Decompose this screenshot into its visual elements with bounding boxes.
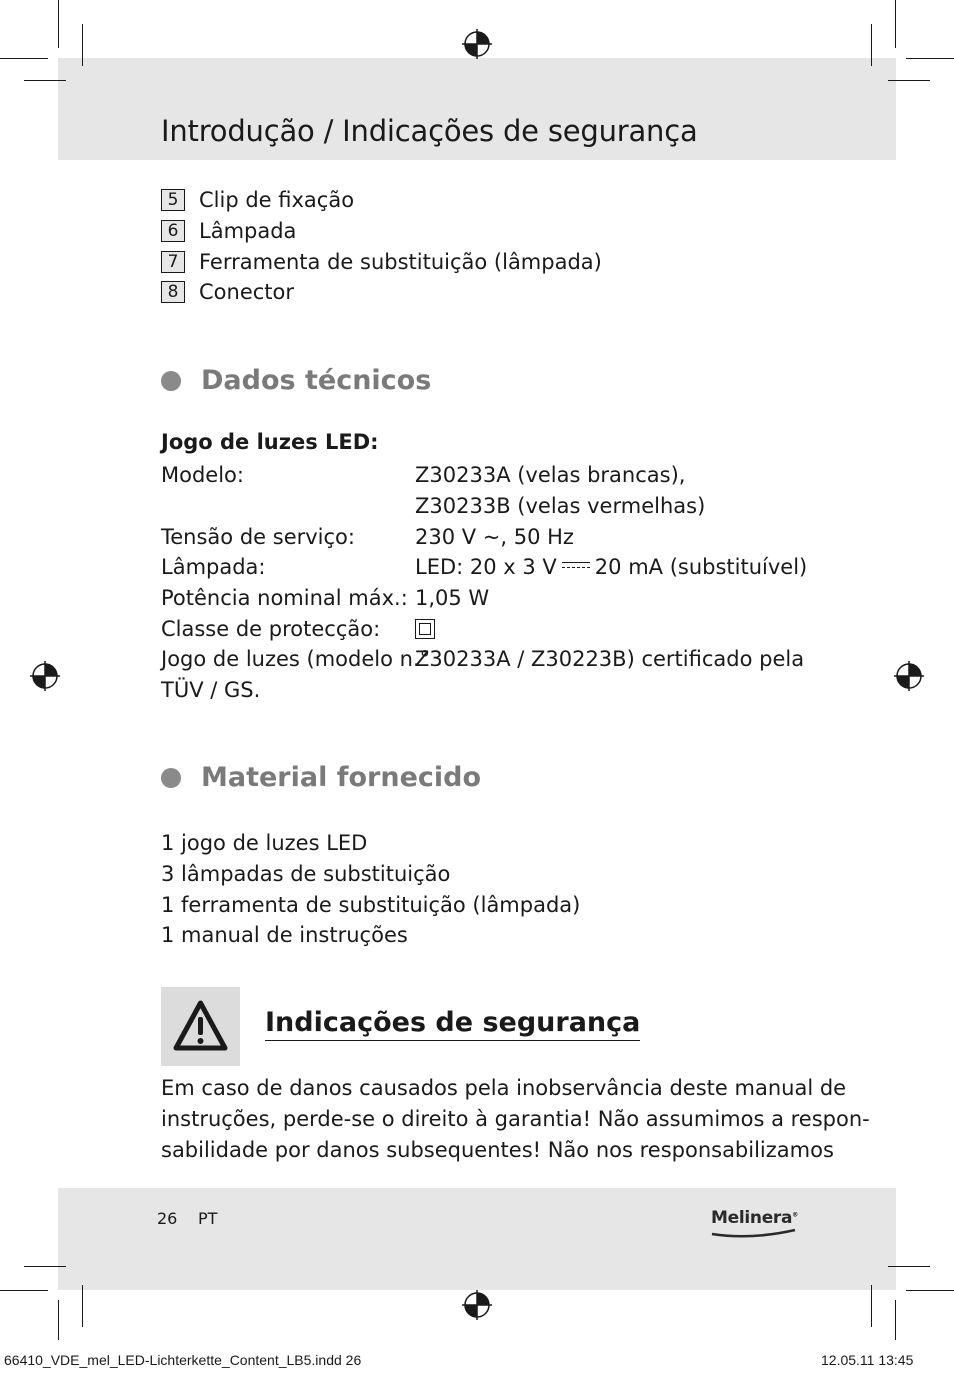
paragraph-line: sabilidade por danos subsequentes! Não nos responsabilizamos [161,1137,834,1162]
date-slug: 12.05.11 13:45 [821,1352,914,1368]
part-label: Ferramenta de substituição (lâmpada) [199,249,602,274]
lamp-value-post: 20 mA (substituível) [594,555,808,580]
spec-row [161,521,807,552]
crop-mark [82,1285,83,1327]
language-code: PT [198,1209,218,1228]
spec-row [161,552,807,583]
paragraph-line: Em caso de danos causados pela inobservância deste manual de [161,1076,847,1101]
spec-key: Jogo de luzes (modelo n.° [161,647,431,672]
spec-row [161,644,807,675]
list-item [161,185,602,216]
spec-value: 230 V ~, 50 Hz [415,524,574,549]
part-number-box: 7 [161,251,185,273]
crop-mark [0,58,48,59]
registration-mark-icon [894,661,924,691]
list-item: 1 manual de instruções [161,923,408,948]
spec-row [161,613,807,644]
spec-key: Classe de protecção: [161,616,381,641]
part-number-box: 6 [161,220,185,242]
spec-row [161,491,807,522]
crop-mark [895,0,896,48]
spec-subheading: Jogo de luzes LED: [161,430,379,454]
crop-mark [895,1300,896,1340]
page-title: Introdução / Indicações de segurança [161,114,698,148]
list-item: 3 lâmpadas de substituição [161,862,451,887]
list-item: 1 ferramenta de substituição (lâmpada) [161,892,581,917]
crop-mark [0,1290,48,1291]
warning-box [161,987,240,1066]
section-bullet [161,371,181,391]
crop-mark [871,24,872,66]
registration-mark-icon [462,29,492,59]
spec-value: Z30233B (velas vermelhas) [415,494,706,519]
technical-section-header [161,365,431,396]
protection-class-ii-icon [415,619,435,639]
registration-mark-icon [462,1290,492,1320]
direct-current-icon [562,560,590,570]
spec-row [161,460,807,491]
part-number-box: 5 [161,189,185,211]
spec-value: Z30233A / Z30223B) certificado pela [415,647,805,672]
section-title: Material fornecido [201,762,482,793]
safety-paragraph [161,1073,870,1165]
crop-mark [24,1266,66,1267]
list-item: 1 jogo de luzes LED [161,831,368,856]
part-number-box: 8 [161,281,185,303]
brand-mark: ® [792,1211,799,1219]
brand-logo [711,1208,801,1240]
spec-key: TÜV / GS. [161,678,261,703]
section-bullet [161,768,181,788]
spec-row [161,675,807,706]
spec-key: Potência nominal máx.: [161,586,408,611]
crop-mark [888,80,930,81]
spec-key: Tensão de serviço: [161,524,355,549]
delivery-list [161,828,580,951]
crop-mark [24,80,66,81]
page-number: 26 [157,1209,178,1228]
part-label: Lâmpada [199,219,297,244]
warning-triangle-icon [161,987,240,1066]
spec-key: Lâmpada: [161,555,266,580]
section-title: Dados técnicos [201,365,432,396]
spec-key: Modelo: [161,463,244,488]
crop-mark [888,1266,930,1267]
file-slug: 66410_VDE_mel_LED-Lichterkette_Content_LB5.indd 26 [4,1352,362,1368]
list-item [161,277,602,308]
lamp-value-pre: LED: 20 x 3 V [415,555,557,580]
spec-value [415,619,435,639]
spec-value: Z30233A (velas brancas), [415,463,686,488]
spec-row [161,583,807,614]
crop-mark [82,24,83,66]
delivery-section-header [161,762,481,793]
part-label: Clip de fixação [199,188,355,213]
spec-value [415,555,807,579]
crop-mark [58,1300,59,1340]
list-item [161,216,602,247]
crop-mark [906,1290,954,1291]
crop-mark [58,0,59,48]
brand-name: Melinera [711,1208,793,1228]
spec-table [161,460,807,706]
paragraph-line: instruções, perde-se o direito à garantia! Não assumimos a respon- [161,1107,870,1132]
safety-title: Indicações de segurança [265,1007,640,1041]
logo-swoosh-icon [711,1228,797,1238]
crop-mark [906,58,954,59]
parts-list [161,185,602,308]
part-label: Conector [199,280,295,305]
list-item [161,246,602,277]
spec-value: 1,05 W [415,586,490,611]
registration-mark-icon [30,661,60,691]
crop-mark [871,1285,872,1327]
